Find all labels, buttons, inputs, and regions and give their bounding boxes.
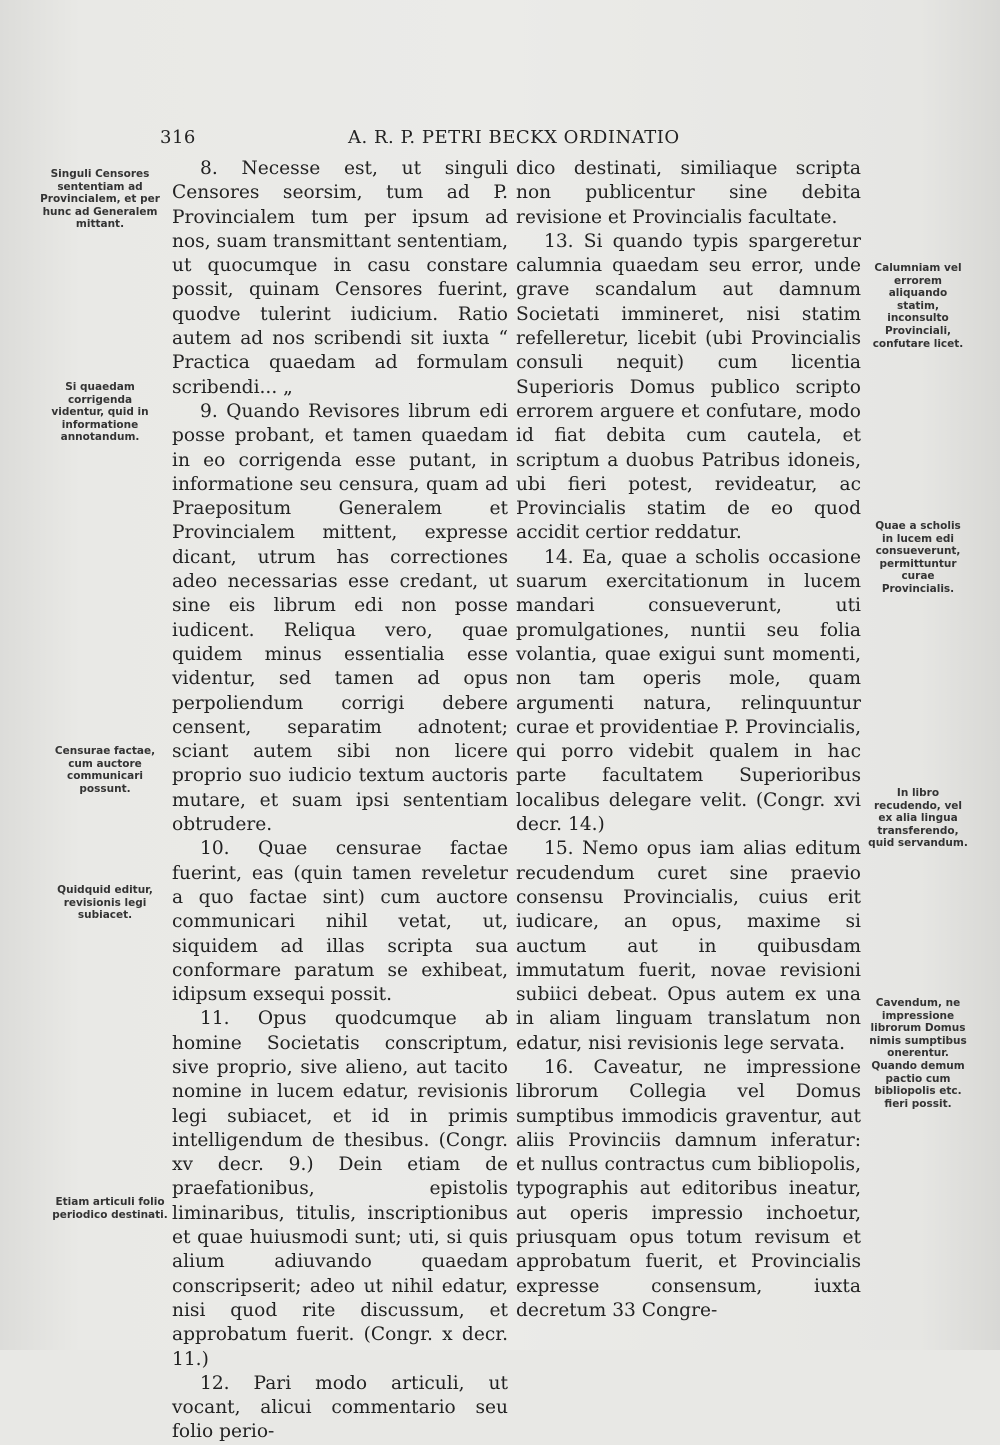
margin-note-recudendo: In libro recudendo, vel ex alia lingua transferendo, quid servandum.: [868, 787, 968, 850]
left-text-column: [172, 157, 508, 1445]
paragraph-12-continued: dico destinati, similiaque scripta non publicentur sine debita revisione et Provincialis facultate.: [516, 158, 861, 228]
margin-note-articuli: Etiam articuli folio periodico destinati.: [52, 1196, 168, 1221]
paragraph-8: 8. Necesse est, ut singuli Censores seorsim, tum ad P. Provincialem tum per ipsum ad nos, suam transmittant sententiam, ut quocumque in casu constare possit, quinam Censores fuerint, quodve tulerint iudicium. Ratio autem ad nos scribendi sit iuxta “ Practica quaedam ad formulam scribendi... „: [172, 158, 508, 398]
page-number: 316: [160, 127, 196, 148]
paragraph-13: 13. Si quando typis spargeretur calumnia quaedam seu error, unde grave scandalum aut damnum Societati immineret, nisi statim refelleretur, licebit (ubi Provincialis consuli nequit) cum licentia Superioris Domus publico scripto errorem arguere et confutare, modo id fiat debita cum cautela, et scriptum a duobus Patribus idoneis, ubi fieri potest, revideatur, ac Provincialis statim de eo quod accidit certior reddatur.: [516, 230, 861, 544]
paragraph-16: 16. Caveatur, ne impressione librorum Collegia vel Domus sumptibus immodicis graventur, aut aliis Provinciis damnum inferatur: et nullus contractus cum bibliopolis, typographis aut editoribus ineatur, aut operis impressio inchoetur, priusquam opus totum revisum et approbatum fuerit, et Provincialis expresse consensum, iuxta decretum 33 Congre-: [516, 1056, 861, 1321]
paragraph-14: 14. Ea, quae a scholis occasione suarum exercitationum in lucem mandari consueverunt, uti promulgationes, nuntii seu folia volantia, quae exigui sunt momenti, non tam operis mole, quam argumenti natura, relinquuntur curae et providentiae P. Provincialis, qui porro videbit qualem in hac parte facultatem Superioribus localibus delegare velit. (Congr. xvi decr. 14.): [516, 546, 861, 836]
margin-note-scholis: Quae a scholis in lucem edi consueverunt, permittuntur curae Provincialis.: [875, 520, 961, 595]
margin-note-quidquid: Quidquid editur, revisionis legi subiacet.: [57, 884, 153, 922]
margin-note-cavendum: Cavendum, ne impressione librorum Domus nimis sumptibus onerentur. Quando demum pactio cum bibliopolis etc. fieri possit.: [869, 997, 967, 1110]
margin-note-censors: Singuli Censores sententiam ad Provincialem, et per hunc ad Generalem mittant.: [40, 168, 160, 231]
running-header: [160, 127, 860, 153]
margin-note-corrections: Si quaedam corrigenda videntur, quid in informatione annotandum.: [51, 381, 149, 444]
paragraph-11: 11. Opus quodcumque ab homine Societatis conscriptum, sive proprio, sive alieno, aut tacito nomine in lucem edatur, revisionis legi subiacet, et id in primis intelligendum de thesibus. (Congr. xv decr. 9.) Dein etiam de praefationibus, epistolis liminaribus, titulis, inscriptionibus et quae huiusmodi sunt; uti, si quis alium adiuvando quaedam conscripserit; adeo ut nihil edatur, nisi quod rite discussum, et approbatum fuerit. (Congr. x decr. 11.): [172, 1008, 508, 1370]
margin-note-censurae: Censurae factae, cum auctore communicari possunt.: [54, 745, 156, 795]
paragraph-9: 9. Quando Revisores librum edi posse probant, et tamen quaedam in eo corrigenda esse putant, in informatione seu censura, quam ad Praepositum Generalem et Provincialem mittent, expresse dicant, utrum has correctiones adeo necessarias esse credant, ut sine eis librum edi non posse iudicent. Reliqua vero, quae quidem minus essentialia esse videntur, sed tamen ad opus perpoliendum corrigi debere censent, separatim adnotent; sciant autem sibi non licere proprio suo iudicio textum auctoris mutare, et suam ipsi sententiam obtrudere.: [172, 400, 508, 836]
margin-note-calumniam: Calumniam vel errorem aliquando statim, inconsulto Provinciali, confutare licet.: [872, 262, 964, 350]
paragraph-10: 10. Quae censurae factae fuerint, eas (quin tamen reveletur a quo factae sint) cum auctore communicari nihil vetat, ut, siquidem ad illas scripta sua conformare paratum se exhibeat, idipsum exsequi possit.: [172, 838, 508, 1006]
paragraph-12: 12. Pari modo articuli, ut vocant, alicui commentario seu folio perio-: [172, 1372, 508, 1443]
paragraph-15: 15. Nemo opus iam alias editum recudendum curet sine praevio consensu Provincialis, cuius erit iudicare, an opus, maxime si auctum aut in quibusdam immutatum fuerit, novae revisioni subiici debeat. Opus autem ex una in aliam linguam translatum non edatur, nisi revisionis lege servata.: [516, 838, 861, 1054]
right-text-column: [516, 157, 861, 1323]
running-title: A. R. P. PETRI BECKX ORDINATIO: [348, 127, 680, 148]
